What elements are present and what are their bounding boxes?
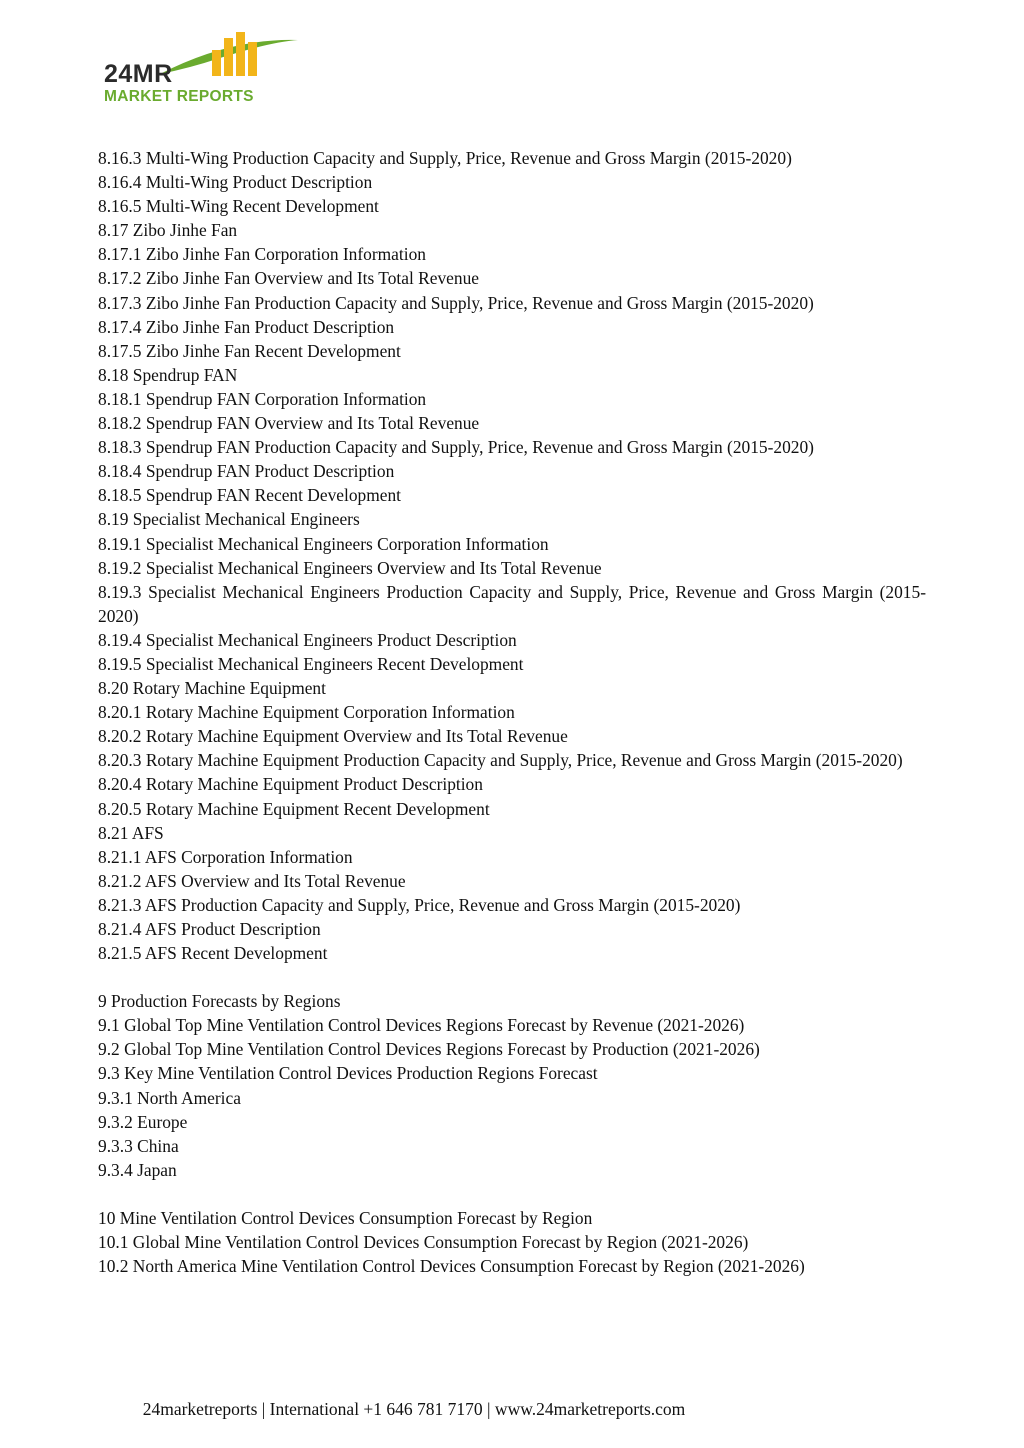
toc-entry: 9.1 Global Top Mine Ventilation Control Devices Regions Forecast by Revenue (2021-2026) [98, 1015, 745, 1036]
toc-entry: 8.16.5 Multi-Wing Recent Development [98, 196, 379, 217]
toc-entry: 10.1 Global Mine Ventilation Control Devices Consumption Forecast by Region (2021-2026) [98, 1232, 749, 1253]
logo-wordmark: 24MR [104, 60, 173, 88]
toc-entry: 8.20.5 Rotary Machine Equipment Recent Development [98, 798, 490, 819]
toc-entry: 8.19 Specialist Mechanical Engineers [98, 509, 360, 530]
toc-entry: 8.18.4 Spendrup FAN Product Description [98, 461, 395, 482]
toc-entry: 8.20 Rotary Machine Equipment [98, 678, 326, 699]
toc-entry: 8.19.3 Specialist Mechanical Engineers Production Capacity and Supply, Price, Revenue and Gross Margin (2015-2020) [98, 581, 926, 626]
toc-entry: 8.18.3 Spendrup FAN Production Capacity and Supply, Price, Revenue and Gross Margin (2015-2020) [98, 437, 814, 458]
toc-entry: 8.18.5 Spendrup FAN Recent Development [98, 485, 401, 506]
toc-entry: 10.2 North America Mine Ventilation Control Devices Consumption Forecast by Region (2021-2026) [98, 1256, 805, 1277]
toc-entry: 8.21.5 AFS Recent Development [98, 943, 328, 964]
toc-entry: 8.21.3 AFS Production Capacity and Supply, Price, Revenue and Gross Margin (2015-2020) [98, 894, 741, 915]
toc-entry: 8.21.2 AFS Overview and Its Total Revenue [98, 870, 406, 891]
toc-entry: 9.3.3 China [98, 1135, 179, 1156]
toc-entry: 8.17.5 Zibo Jinhe Fan Recent Development [98, 340, 401, 361]
toc-entry: 9.3.4 Japan [98, 1159, 177, 1180]
toc-entry: 8.21 AFS [98, 822, 164, 843]
toc-entry: 8.16.4 Multi-Wing Product Description [98, 172, 373, 193]
toc-entry: 8.19.2 Specialist Mechanical Engineers Overview and Its Total Revenue [98, 557, 602, 578]
toc-entry: 8.21.1 AFS Corporation Information [98, 846, 353, 867]
page-footer: 24marketreports | International +1 646 781 7170 | www.24marketreports.com [142, 1399, 686, 1419]
toc-entry: 8.18 Spendrup FAN [98, 364, 238, 385]
toc-entry: 8.20.2 Rotary Machine Equipment Overview and Its Total Revenue [98, 726, 568, 747]
toc-entry: 8.17.2 Zibo Jinhe Fan Overview and Its Total Revenue [98, 268, 479, 289]
toc-entry: 8.17.3 Zibo Jinhe Fan Production Capacity and Supply, Price, Revenue and Gross Margin (2015-2020) [98, 292, 814, 313]
toc-entry: 9.2 Global Top Mine Ventilation Control Devices Regions Forecast by Production (2021-2026) [98, 1039, 760, 1060]
toc-entry: 9.3 Key Mine Ventilation Control Devices Production Regions Forecast [98, 1063, 598, 1084]
toc-entry: 10 Mine Ventilation Control Devices Consumption Forecast by Region [98, 1207, 593, 1228]
toc-entry: 8.20.1 Rotary Machine Equipment Corporation Information [98, 702, 515, 723]
toc-entry: 8.16.3 Multi-Wing Production Capacity and Supply, Price, Revenue and Gross Margin (2015-2020) [98, 148, 792, 168]
toc-entry: 8.19.1 Specialist Mechanical Engineers Corporation Information [98, 533, 549, 554]
toc-entry: 8.19.5 Specialist Mechanical Engineers Recent Development [98, 653, 524, 674]
company-logo[interactable] [100, 28, 310, 108]
toc-entry: 8.20.3 Rotary Machine Equipment Production Capacity and Supply, Price, Revenue and Gross Margin (2015-2020) [98, 750, 903, 771]
toc-entry: 8.21.4 AFS Product Description [98, 919, 321, 939]
toc-entry: 9.3.2 Europe [98, 1111, 188, 1132]
toc-entry: 8.17.4 Zibo Jinhe Fan Product Description [98, 316, 395, 337]
toc-entry: 8.17.1 Zibo Jinhe Fan Corporation Information [98, 244, 426, 265]
toc-entry: 8.19.4 Specialist Mechanical Engineers Product Description [98, 629, 517, 650]
toc-entry: 8.18.2 Spendrup FAN Overview and Its Total Revenue [98, 413, 480, 434]
toc-entry: 9 Production Forecasts by Regions [98, 991, 341, 1012]
toc-entry: 8.18.1 Spendrup FAN Corporation Information [98, 388, 427, 409]
toc-entry: 8.20.4 Rotary Machine Equipment Product Description [98, 774, 483, 795]
table-of-contents [98, 146, 926, 1278]
logo-tagline: MARKET REPORTS [104, 88, 254, 105]
toc-entry: 8.17 Zibo Jinhe Fan [98, 220, 238, 241]
toc-entry: 9.3.1 North America [98, 1087, 241, 1108]
